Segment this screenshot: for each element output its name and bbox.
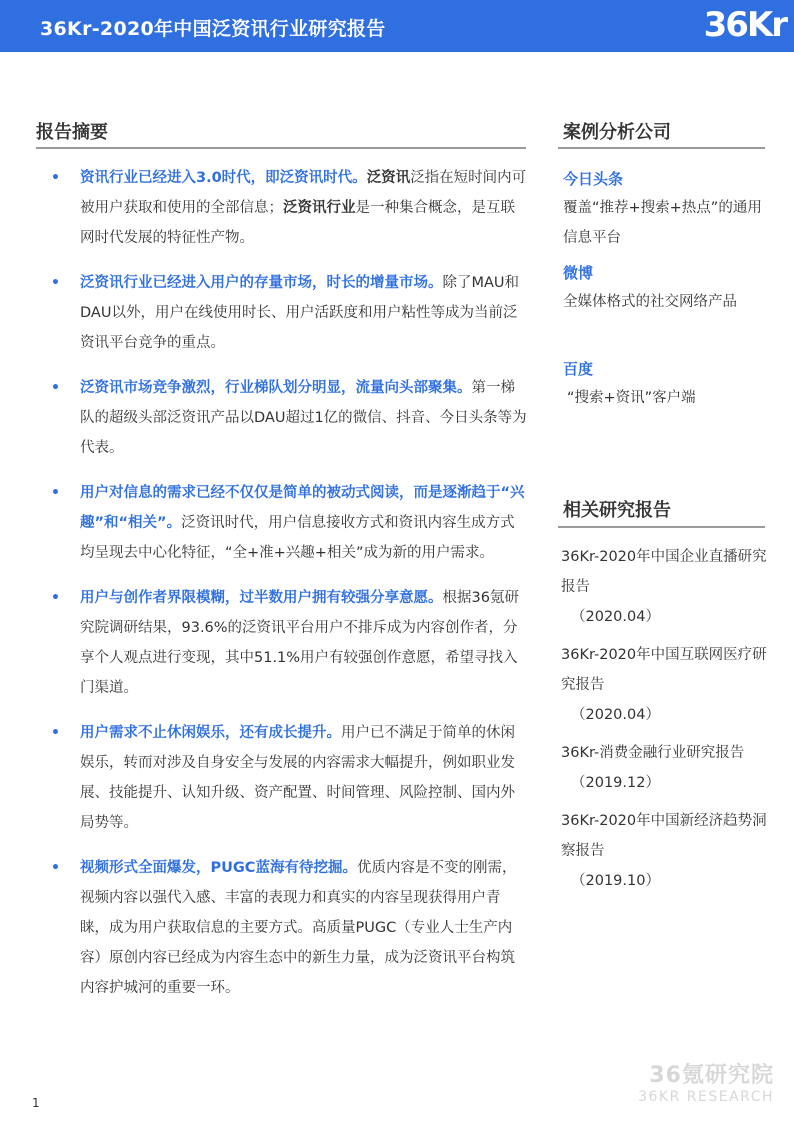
summary-headline: 泛资讯行业已经进入用户的存量市场，时长的增量市场。 [80,275,443,291]
summary-headline: 用户需求不止休闲娱乐，还有成长提升。 [80,725,341,741]
summary-headline: 泛资讯市场竞争激烈，行业梯队划分明显，流量向头部聚集。 [80,380,472,396]
bullet-icon: • [51,725,60,741]
bullet-icon: • [51,380,60,396]
bullet-icon: • [51,485,60,501]
summary-list [48,163,528,1018]
summary-item [48,373,528,463]
bullet-icon: • [51,170,60,186]
related-reports-list [561,542,781,904]
watermark-sub: 36KR RESEARCH [638,1089,774,1105]
summary-text: 泛资讯时代，用户信息接收方式和资讯内容生成方式均呈现去中心化特征，“全+准+兴趣+相关”成为新的用户需求。 [80,515,515,561]
summary-headline: 视频形式全面爆发，PUGC蓝海有待挖掘。 [80,860,357,876]
bullet-icon: • [51,275,60,291]
cases-divider [558,147,765,149]
summary-text: 优质内容是不变的刚需，视频内容以强代入感、丰富的表现力和真实的内容呈现获得用户青睐，成为用户获取信息的主要方式。高质量PUGC（专业人士生产内容）原创内容已经成为内容生态中的新生力量，成为泛资讯平台构筑内容护城河的重要一环。 [80,860,517,996]
company-description: “搜索+资讯”客户端 [567,390,696,406]
company-name: 今日头条 [563,170,624,188]
report-title: 36Kr-2020年中国互联网医疗研究报告 [561,647,767,693]
report-title: 36Kr-消费金融行业研究报告 [561,745,745,761]
bullet-icon: • [51,590,60,606]
watermark [638,1058,774,1105]
summary-keyword: 泛资讯行业 [283,200,356,216]
related-report-link[interactable] [561,806,781,896]
report-date: （2019.12） [571,775,660,791]
summary-text: 第一梯队的超级头部泛资讯产品以DAU超过1亿的微信、抖音、今日头条等为代表。 [80,380,527,456]
report-title: 36Kr-2020年中国新经济趋势洞察报告 [561,813,767,859]
company-block [563,355,773,413]
report-date: （2020.04） [571,707,660,723]
watermark-main: 36氪研究院 [649,1063,774,1088]
page-number: 1 [32,1096,40,1110]
report-title: 36Kr-2020年中国泛资讯行业研究报告 [40,18,386,40]
summary-item [48,853,528,1003]
report-date: （2019.10） [571,873,660,889]
summary-headline: 用户对信息的需求已经不仅仅是简单的被动式阅读，而是逐渐趋于“兴趣”和“相关”。 [80,485,525,531]
brand-logo: 36Kr [703,5,786,45]
summary-heading: 报告摘要 [36,122,108,143]
summary-item [48,583,528,703]
report-title: 36Kr-2020年中国企业直播研究报告 [561,549,767,595]
related-report-link[interactable] [561,738,781,798]
summary-item [48,163,528,253]
summary-divider [36,147,526,149]
bullet-icon: • [51,860,60,876]
summary-text: 是一种集合概念，是互联网时代发展的特征性产物。 [80,200,515,246]
summary-text: 用户已不满足于简单的休闲娱乐，转而对涉及自身安全与发展的内容需求大幅提升，例如职业发展、技能提升、认知升级、资产配置、时间管理、风险控制、国内外局势等。 [80,725,515,831]
company-description: 全媒体格式的社交网络产品 [563,294,737,310]
company-name: 微博 [563,264,594,282]
summary-keyword: 泛资讯 [366,170,411,186]
summary-item [48,718,528,838]
summary-headline: 资讯行业已经进入3.0时代，即泛资讯时代。 [80,170,367,186]
related-report-link[interactable] [561,542,781,632]
report-date: （2020.04） [571,609,660,625]
summary-item [48,268,528,358]
summary-headline: 用户与创作者界限模糊，过半数用户拥有较强分享意愿。 [80,590,443,606]
summary-text: 根据36氪研究院调研结果，93.6%的泛资讯平台用户不排斥成为内容创作者，分享个人观点进行变现，其中51.1%用户有较强创作意愿，希望寻找入门渠道。 [80,590,519,696]
summary-text: 泛指在短时间内可被用户获取和使用的全部信息； [80,170,527,216]
cases-heading: 案例分析公司 [563,122,671,143]
summary-item [48,478,528,568]
header-bar [0,0,794,52]
company-name: 百度 [563,360,594,378]
reports-heading: 相关研究报告 [563,500,671,521]
summary-text: 除了MAU和DAU以外，用户在线使用时长、用户活跃度和用户粘性等成为当前泛资讯平台竞争的重点。 [80,275,520,351]
company-block [563,165,773,253]
company-description: 覆盖“推荐+搜索+热点”的通用信息平台 [563,200,762,246]
company-block [563,259,773,317]
related-report-link[interactable] [561,640,781,730]
reports-divider [558,526,765,528]
